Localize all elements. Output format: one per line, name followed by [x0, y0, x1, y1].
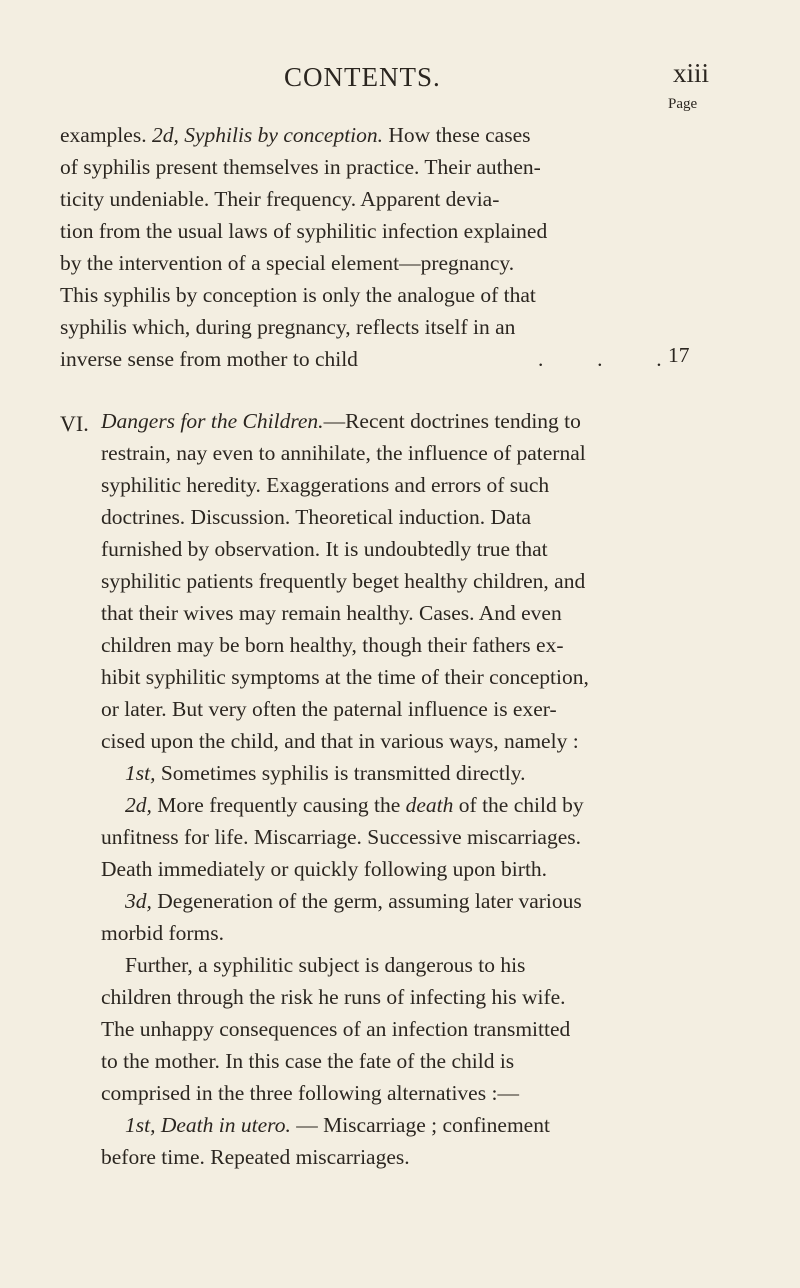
text-line: 1st, Death in utero. — Miscarriage ; confinement: [125, 1113, 550, 1137]
text-line: of syphilis present themselves in practice. Their authen-: [60, 155, 541, 179]
text-line: syphilitic heredity. Exaggerations and errors of such: [101, 473, 550, 497]
text-line: ticity undeniable. Their frequency. Apparent devia-: [60, 187, 500, 211]
text-line: furnished by observation. It is undoubtedly true that: [101, 537, 548, 561]
ordinal: 2d,: [125, 793, 152, 817]
text-line: that their wives may remain healthy. Cases. And even: [101, 601, 562, 625]
text-line: examples. 2d, Syphilis by conception. How these cases: [60, 123, 531, 147]
text-line: 1st, Sometimes syphilis is transmitted directly.: [125, 761, 526, 785]
text-line: or later. But very often the paternal influence is exer-: [101, 697, 557, 721]
page-column-label: Page: [668, 96, 698, 112]
text-line: children may be born healthy, though their fathers ex-: [101, 633, 564, 657]
text-line: hibit syphilitic symptoms at the time of their conception,: [101, 665, 589, 689]
leader-dots: . . .: [538, 347, 662, 371]
text-line: inverse sense from mother to child: [60, 347, 358, 371]
page-folio: xiii: [673, 58, 710, 88]
subheading-italic: 2d, Syphilis by conception.: [151, 123, 384, 147]
text-line: doctrines. Discussion. Theoretical induction. Data: [101, 505, 532, 529]
text-line: by the intervention of a special element—pregnancy.: [60, 251, 515, 275]
text-line: tion from the usual laws of syphilitic infection explained: [60, 219, 548, 243]
ordinal: 1st,: [125, 1113, 156, 1137]
text-line: syphilitic patients frequently beget healthy children, and: [101, 569, 586, 593]
text-line: morbid forms.: [101, 921, 225, 945]
text-line: 3d, Degeneration of the germ, assuming later various: [125, 889, 582, 913]
text-line: Further, a syphilitic subject is dangerous to his: [125, 953, 526, 977]
text-line: before time. Repeated miscarriages.: [101, 1145, 410, 1169]
emphasis-death-in-utero: Death in utero.: [160, 1113, 291, 1137]
text-line: 2d, More frequently causing the death of the child by: [125, 793, 584, 817]
text-line: unfitness for life. Miscarriage. Successive miscarriages.: [101, 825, 582, 849]
text-line: restrain, nay even to annihilate, the influence of paternal: [101, 441, 586, 465]
ordinal: 1st,: [125, 761, 156, 785]
ordinal: 3d,: [125, 889, 152, 913]
section-number: VI.: [60, 411, 89, 436]
section-title: Dangers for the Children.: [101, 409, 324, 433]
text-line: children through the risk he runs of infecting his wife.: [101, 985, 566, 1009]
text-line: cised upon the child, and that in various ways, namely :: [101, 729, 579, 753]
text-line: comprised in the three following alternatives :—: [101, 1081, 519, 1105]
text-line: Death immediately or quickly following upon birth.: [101, 857, 548, 881]
text-line: This syphilis by conception is only the analogue of that: [60, 283, 536, 307]
running-header-title: CONTENTS.: [284, 62, 441, 92]
text-line: The unhappy consequences of an infection transmitted: [101, 1017, 571, 1041]
emphasis-death: death: [405, 793, 454, 817]
text-line: syphilis which, during pregnancy, reflects itself in an: [60, 315, 516, 339]
page-reference: 17: [668, 343, 690, 367]
text-line: Dangers for the Children.—Recent doctrines tending to: [101, 409, 581, 433]
text-line: to the mother. In this case the fate of the child is: [101, 1049, 515, 1073]
